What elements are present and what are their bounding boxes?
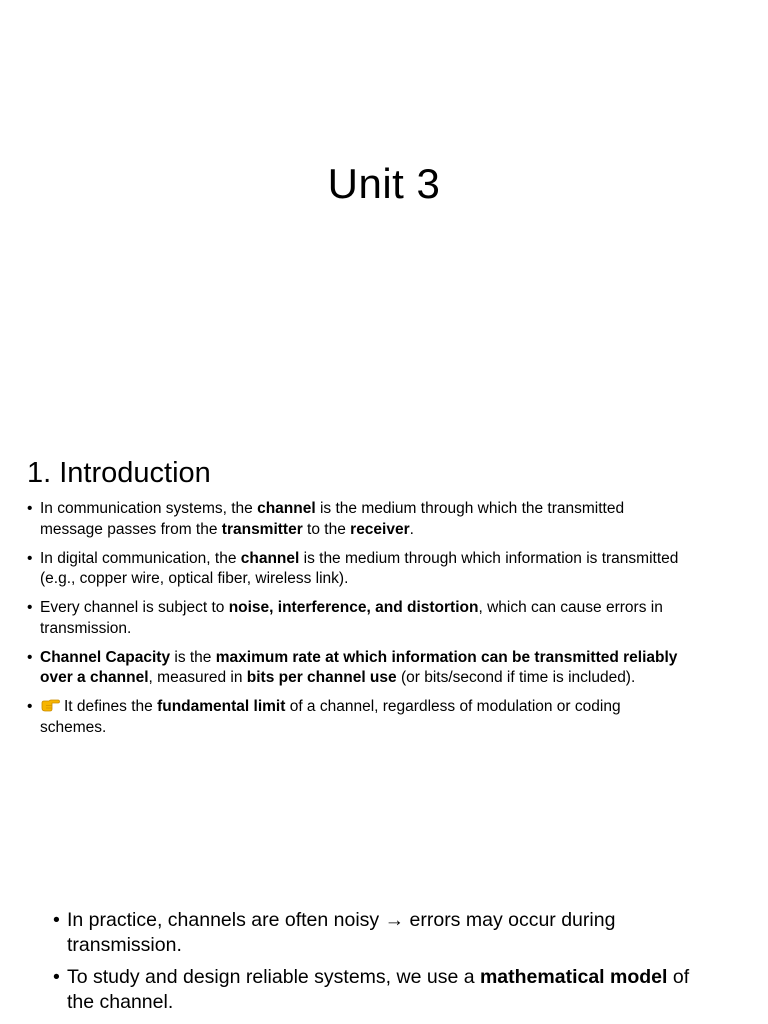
bullet-marker: • xyxy=(27,549,33,567)
intro-bullet-5 xyxy=(27,697,687,738)
intro-bullet-4 xyxy=(27,648,687,689)
section-number: 1. xyxy=(27,457,52,489)
bold-text: channel xyxy=(257,500,316,517)
next-slide-bullet-list xyxy=(53,908,713,1015)
body-text: In communication systems, the xyxy=(40,500,258,517)
pointing-hand-icon xyxy=(40,697,60,713)
body-text: , which can cause errors in transmission. xyxy=(40,599,663,637)
section-heading xyxy=(27,455,687,491)
body-text: is the medium through which the transmitted message passes from the xyxy=(40,500,625,538)
intro-bullet-3 xyxy=(27,598,687,639)
body-text: In digital communication, the xyxy=(40,549,241,567)
bold-text: bits per channel use xyxy=(246,669,397,686)
bullet-marker: • xyxy=(53,909,60,931)
slide-title: Unit 3 xyxy=(327,160,441,207)
body-text: is the xyxy=(170,648,216,666)
next-slide-content xyxy=(53,908,713,1022)
introduction-section xyxy=(27,455,687,747)
body-text: . xyxy=(409,520,414,538)
intro-bullet-1 xyxy=(27,499,687,540)
bold-text: channel xyxy=(240,549,300,567)
bullet-marker: • xyxy=(27,500,33,517)
bullet-marker: • xyxy=(27,599,33,616)
bullet-marker: • xyxy=(53,966,60,988)
body-text: To study and design reliable systems, we use a xyxy=(67,966,480,988)
body-text: Every channel is subject to xyxy=(40,599,229,616)
bold-text: fundamental limit xyxy=(157,698,286,715)
next-slide-bullet-2 xyxy=(53,965,713,1015)
body-text: is the medium through which information is transmitted (e.g., copper wire, optical fiber, wireless link). xyxy=(40,549,679,587)
bullet-marker: • xyxy=(27,698,33,715)
body-text: It defines the xyxy=(64,698,158,715)
intro-bullet-2 xyxy=(27,549,687,590)
body-text: , measured in xyxy=(148,669,247,686)
section-title: Introduction xyxy=(59,457,211,489)
bold-text: noise, interference, and distortion xyxy=(228,599,479,616)
body-text: (or bits/second if time is included). xyxy=(396,669,636,686)
bold-text: receiver xyxy=(350,520,410,538)
body-text: of the channel. xyxy=(67,966,690,1013)
body-text: of a channel, regardless of modulation or coding schemes. xyxy=(40,698,621,736)
bold-text: transmitter xyxy=(221,520,303,538)
body-text: to the xyxy=(302,520,351,538)
bold-text: Channel Capacity xyxy=(40,648,171,666)
body-text: In practice, channels are often noisy → errors may occur during transmission. xyxy=(67,909,616,956)
bullet-marker: • xyxy=(27,648,33,666)
bold-text: maximum rate at which information can be transmitted reliably over a channel xyxy=(40,648,678,686)
bold-text: mathematical model xyxy=(479,966,668,988)
next-slide-bullet-1 xyxy=(53,908,713,958)
intro-bullet-list xyxy=(27,499,687,738)
